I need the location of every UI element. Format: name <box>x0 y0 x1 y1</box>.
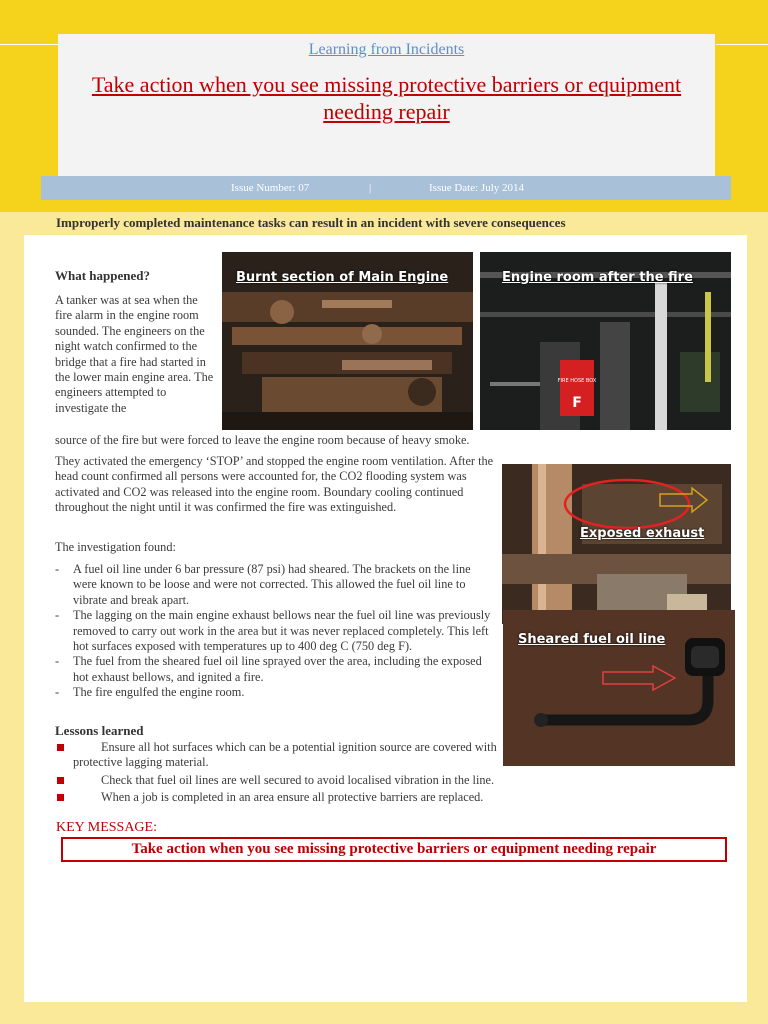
key-message-heading: KEY MESSAGE: <box>56 820 157 835</box>
fire-box-letter: F <box>572 395 582 411</box>
finding-item <box>55 608 495 654</box>
series-title[interactable]: Learning from Incidents <box>308 41 465 58</box>
red-square-bullet-icon <box>57 777 64 784</box>
lesson-item <box>55 773 505 788</box>
main-engine-photo <box>222 252 473 430</box>
banner-rule-right <box>716 44 768 45</box>
lesson-item <box>55 740 505 771</box>
fuel-line-photo <box>503 610 735 766</box>
actions-paragraph: They activated the emergency ‘STOP’ and stopped the engine room ventilation. After the head count confirmed all persons were accounted for, the CO2 flooding system was activated and CO2 was released into the engine room. Boundary cooling continued throughout the night until it was confirmed the fire was extinguished. <box>55 454 494 515</box>
fire-box-label: FIRE HOSE BOX <box>557 378 597 384</box>
key-message-box: Take action when you see missing protective barriers or equipment needing repair <box>61 837 727 862</box>
issue-date: Issue Date: July 2014 <box>429 182 525 194</box>
issue-bar <box>41 176 731 200</box>
issue-number: Issue Number: 07 <box>231 182 310 194</box>
finding-bullet: - <box>55 654 60 669</box>
engine-room-photo <box>480 252 731 430</box>
engine-room-caption: Engine room after the fire <box>502 270 693 285</box>
finding-text: The fire engulfed the engine room. <box>73 685 245 700</box>
lesson-text: When a job is completed in an area ensure all protective barriers are replaced. <box>101 790 484 805</box>
finding-bullet: - <box>55 562 60 576</box>
subtitle: Improperly completed maintenance tasks can result in an incident with severe consequences <box>56 215 566 230</box>
issue-separator: | <box>369 182 372 194</box>
finding-item <box>55 562 495 608</box>
fuel-line-caption: Sheared fuel oil line <box>518 632 666 647</box>
red-square-bullet-icon <box>57 744 64 751</box>
finding-text: The lagging on the main engine exhaust bellows near the fuel oil line was previously removed to carry out work in the area but it was never replaced completely. This left hot surfaces exposed with temperatures up to 400 deg C (750 deg F). <box>73 608 491 654</box>
lesson-text: Check that fuel oil lines are well secured to avoid localised vibration in the line. <box>101 772 495 787</box>
page-title: Take action when you see missing protective barriers or equipment needing repair <box>91 72 682 124</box>
lesson-item <box>55 790 505 805</box>
finding-bullet: - <box>55 685 60 700</box>
exhaust-image <box>502 464 731 624</box>
finding-text: A fuel oil line under 6 bar pressure (87 psi) had sheared. The brackets on the line were known to be loose and were not corrected. This allowed the fuel oil line to vibrate and break apart. <box>73 562 471 607</box>
banner-rule-left <box>0 44 58 45</box>
lessons-heading: Lessons learned <box>55 723 144 738</box>
what-happened-paragraph: A tanker was at sea when the fire alarm in the engine room sounded. The engineers on the night watch confirmed to the bridge that a fire had started in the lower main engine area. The engineers attempted to investigate the <box>55 293 214 415</box>
finding-item <box>55 654 495 685</box>
finding-item <box>55 685 495 700</box>
lesson-text: Ensure all hot surfaces which can be a potential ignition source are covered with protective lagging material. <box>73 740 497 770</box>
exhaust-photo <box>502 464 731 624</box>
red-square-bullet-icon <box>57 794 64 801</box>
finding-bullet: - <box>55 608 60 623</box>
header-box <box>58 34 715 176</box>
finding-text: The fuel from the sheared fuel oil line sprayed over the area, including the exposed hot exhaust bellows, and ignited a fire. <box>73 654 482 684</box>
investigation-intro: The investigation found: <box>55 540 176 554</box>
exhaust-caption: Exposed exhaust <box>580 526 705 541</box>
findings-list <box>55 562 495 701</box>
main-engine-caption: Burnt section of Main Engine <box>236 270 449 285</box>
what-happened-heading: What happened? <box>55 268 150 283</box>
what-happened-paragraph-cont: source of the fire but were forced to leave the engine room because of heavy smoke. <box>55 433 470 447</box>
lessons-list <box>55 740 505 806</box>
